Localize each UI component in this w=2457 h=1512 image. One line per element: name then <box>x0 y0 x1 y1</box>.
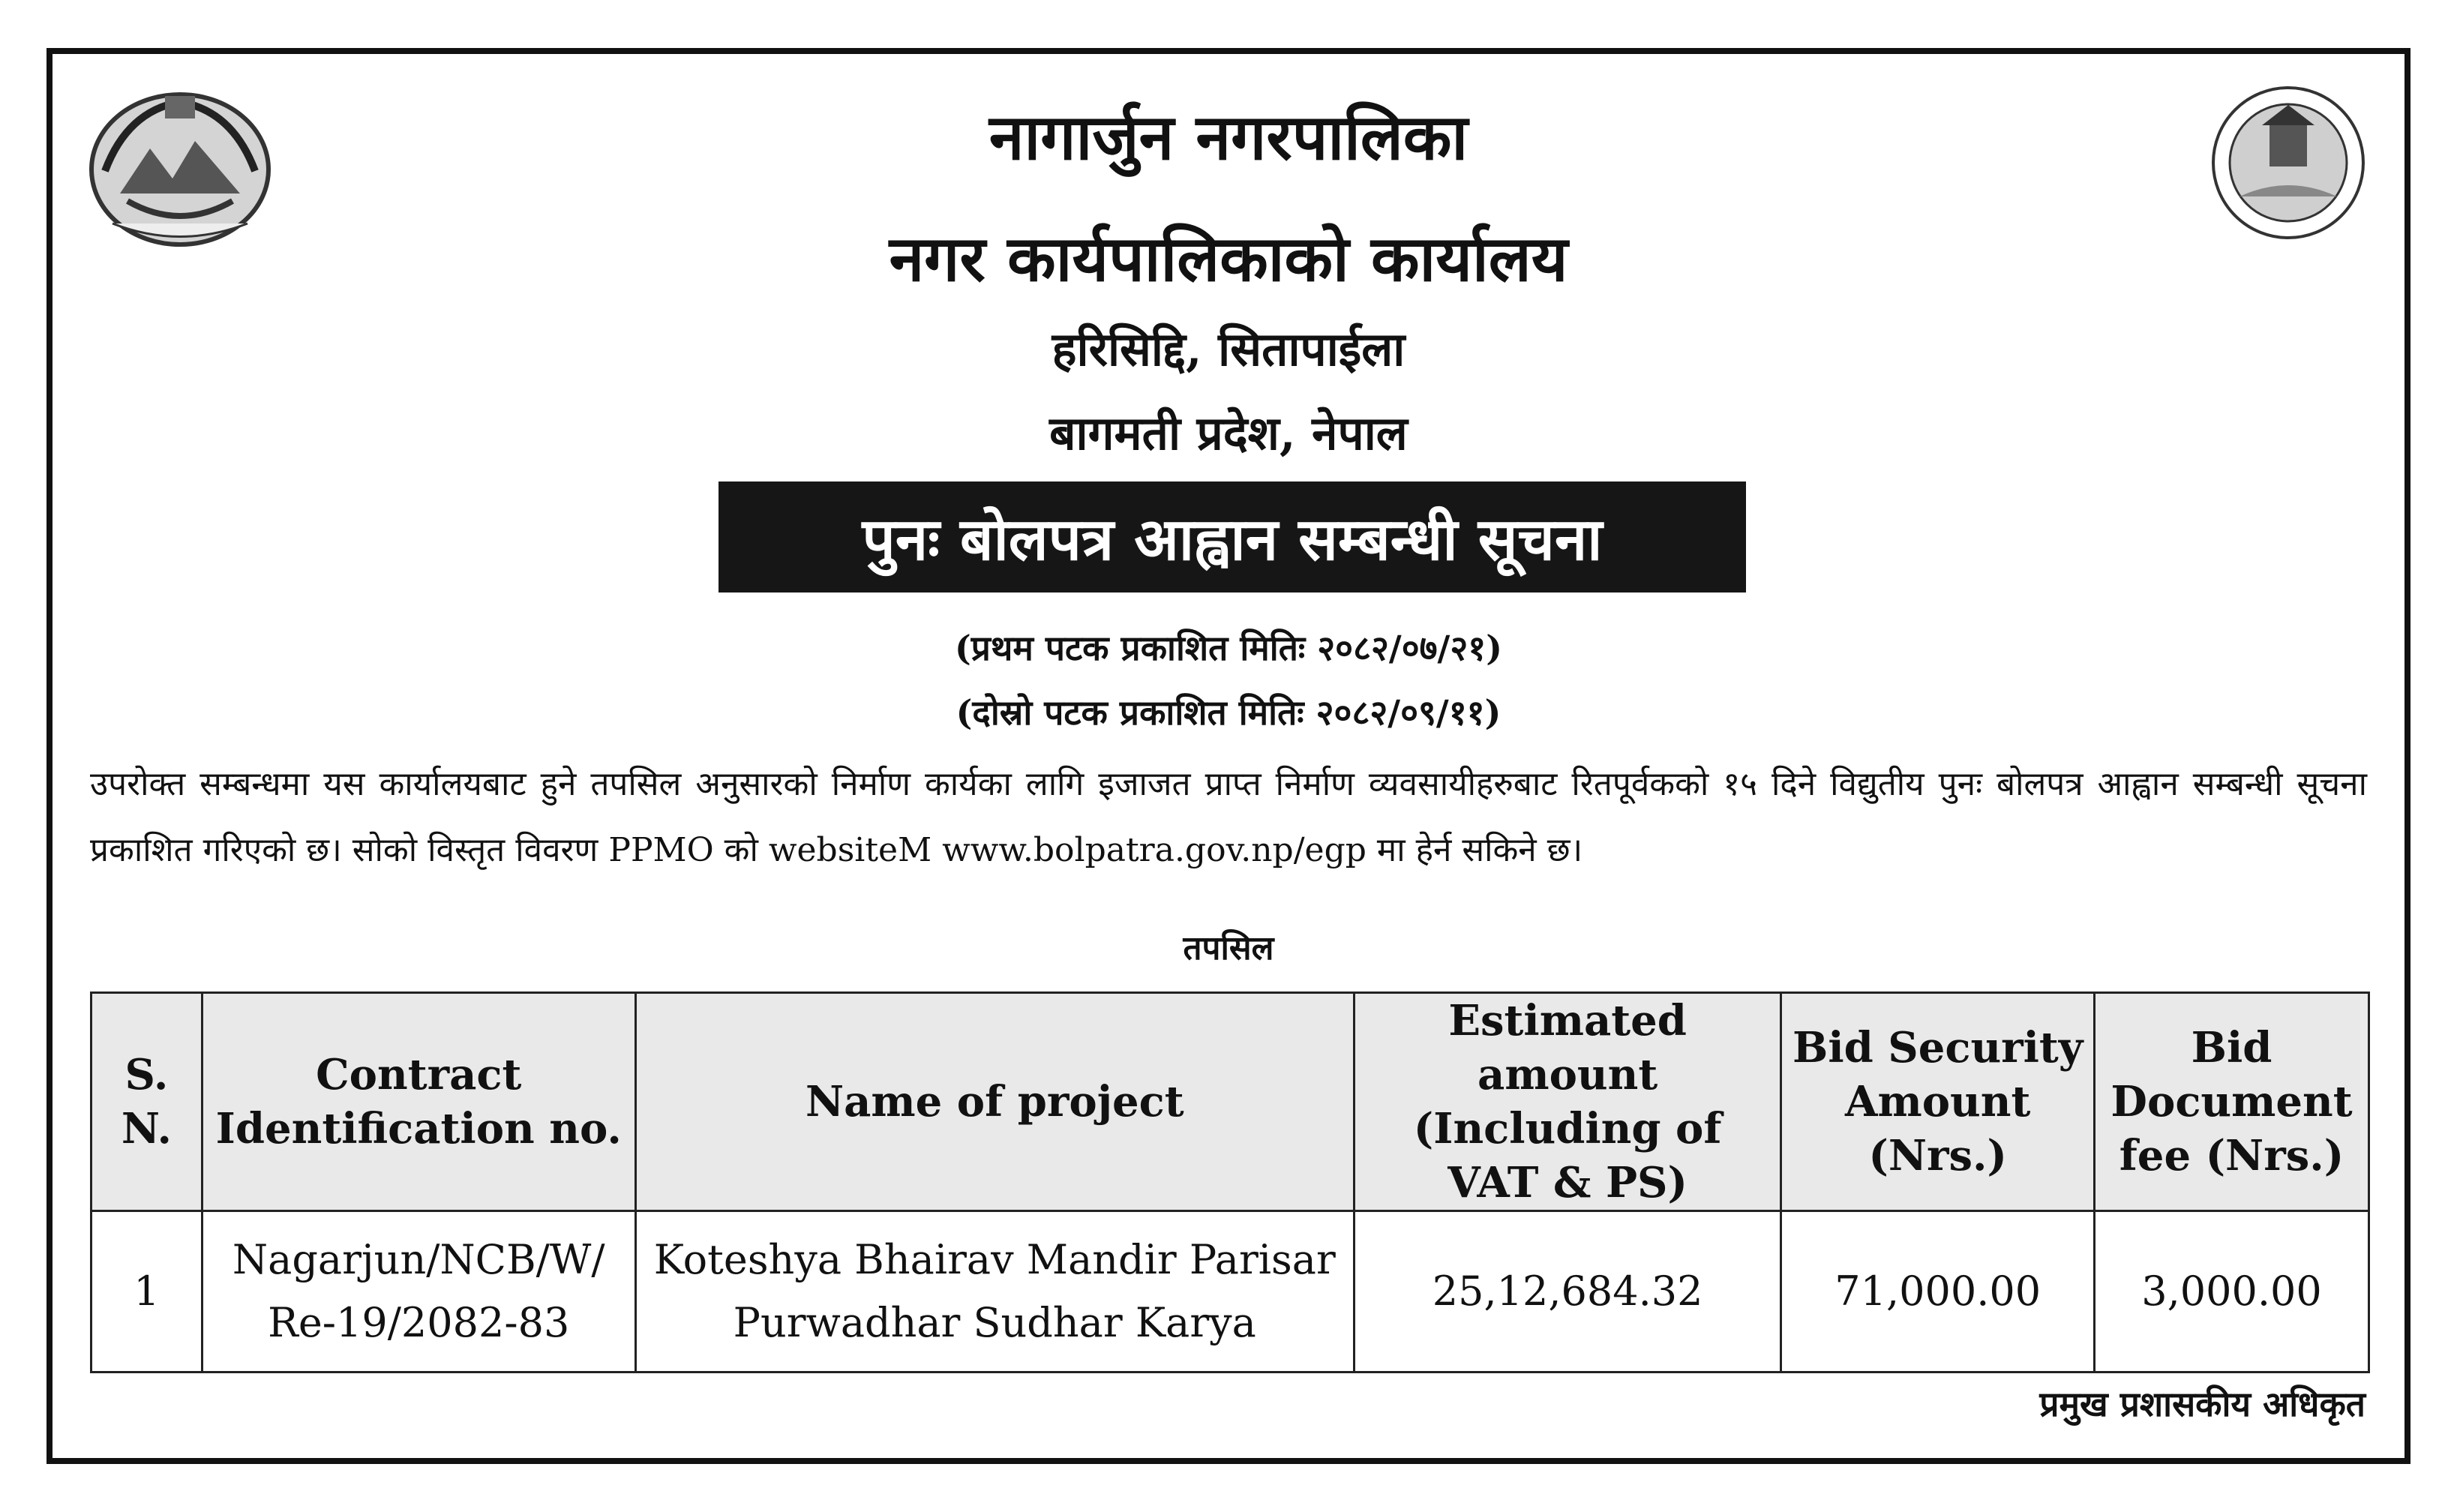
column-header-bid-security: Bid Security Amount (Nrs.) <box>1781 993 2095 1211</box>
address-line-1: हरिसिद्दि, सितापाईला <box>1052 322 1406 376</box>
table-heading: तपसिल <box>1183 929 1274 968</box>
cell-estimated-amount: 25,12,684.32 <box>1354 1211 1780 1372</box>
municipality-name: नागार्जुन नगरपालिका <box>988 100 1468 174</box>
cell-document-fee: 3,000.00 <box>2095 1211 2369 1372</box>
second-publication-date: (दोस्रो पटक प्रकाशित मितिः २०८२/०९/११) <box>956 692 1502 733</box>
column-header-contract-id: Contract Identification no. <box>202 993 635 1211</box>
address-line-2: बागमती प्रदेश, नेपाल <box>1049 406 1408 460</box>
column-header-document-fee: Bid Document fee (Nrs.) <box>2095 993 2369 1211</box>
column-header-project: Name of project <box>635 993 1354 1211</box>
notice-title: पुनः बोलपत्र आह्वान सम्बन्धी सूचना <box>718 482 1746 592</box>
cell-bid-security: 71,000.00 <box>1781 1211 2095 1372</box>
cell-sn: 1 <box>92 1211 202 1372</box>
first-publication-date: (प्रथम पटक प्रकाशित मितिः २०८२/०७/२१) <box>955 628 1502 668</box>
table-header-row <box>92 993 2369 1211</box>
column-header-sn: S. N. <box>92 993 202 1211</box>
office-name: नगर कार्यपालिकाको कार्यालय <box>889 221 1568 296</box>
cell-contract-id: Nagarjun/NCB/W/ Re-19/2082-83 <box>202 1211 635 1372</box>
notice-body: उपरोक्त सम्बन्धमा यस कार्यालयबाट हुने तपसिल अनुसारको निर्माण कार्यका लागि इजाजत प्राप्त निर्माण व्यवसायीहरुबाट रितपूर्वकको १५ दिने विद्युतीय पुनः बोलपत्र आह्वान सम्बन्धी सूचना प्रकाशित गरिएको छ। सोको विस्तृत विवरण PPMO को websiteM www.bolpatra.gov.np/egp मा हेर्न सकिने छ। <box>90 765 2367 869</box>
signature-title: प्रमुख प्रशासकीय अधिकृत <box>2039 1384 2366 1424</box>
notice-frame <box>46 48 2410 1464</box>
bid-details-table <box>90 992 2370 1373</box>
column-header-estimated-amount: Estimated amount (Including of VAT & PS) <box>1354 993 1780 1211</box>
cell-project: Koteshya Bhairav Mandir Parisar Purwadhar Sudhar Karya <box>635 1211 1354 1372</box>
table-row <box>92 1211 2369 1372</box>
